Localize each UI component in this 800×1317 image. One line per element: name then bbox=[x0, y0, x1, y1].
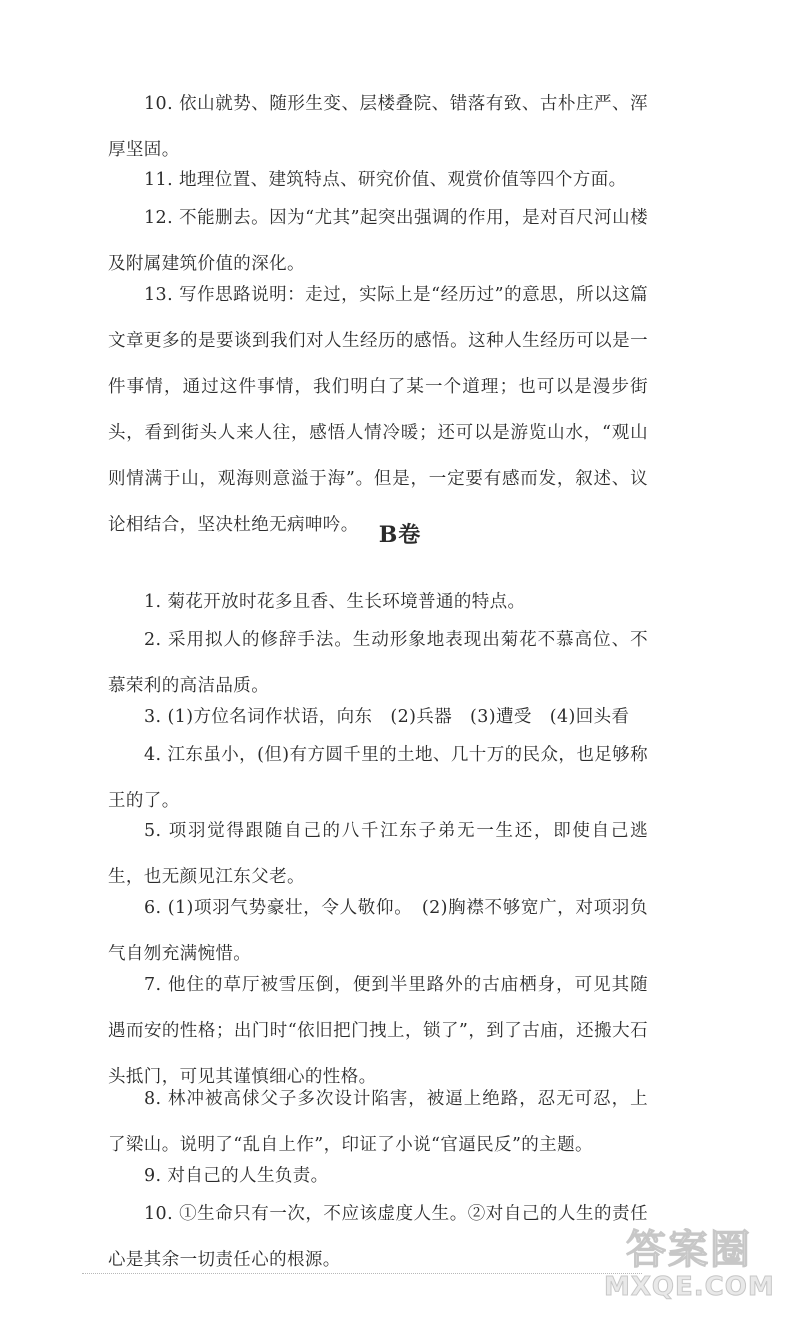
answer-a-13: 13. 写作思路说明：走过，实际上是“经历过”的意思，所以这篇文章更多的是要谈到我们对人生经历的感悟。这种人生经历可以是一件事情，通过这件事情，我们明白了某一个道理；也可以是漫步街头，看到街头人来人往，感悟人情冷暖；还可以是游览山水，“观山则情满于山，观海则意溢于海”。但是，一定要有感而发，叙述、议论相结合，坚决杜绝无病呻吟。 bbox=[108, 285, 648, 535]
answer-a-12: 12. 不能删去。因为“尤其”起突出强调的作用，是对百尺河山楼及附属建筑价值的深化。 bbox=[108, 208, 648, 274]
answer-b-8: 8. 林冲被高俅父子多次设计陷害，被逼上绝路，忍无可忍，上了梁山。说明了“乱自上作”，印证了小说“官逼民反”的主题。 bbox=[108, 1089, 648, 1155]
answer-a-11: 11. 地理位置、建筑特点、研究价值、观赏价值等四个方面。 bbox=[144, 170, 627, 190]
answer-b-6: 6. (1)项羽气势豪壮，令人敬仰。 (2)胸襟不够宽广，对项羽负气自刎充满惋惜。 bbox=[108, 898, 648, 964]
answer-b-7: 7. 他住的草厅被雪压倒，便到半里路外的古庙栖身，可见其随遇而安的性格；出门时“依旧把门拽上，锁了”，到了古庙，还搬大石头抵门，可见其谨慎细心的性格。 bbox=[108, 975, 648, 1087]
answer-b-10: 10. ①生命只有一次，不应该虚度人生。②对自己的人生的责任心是其余一切责任心的根源。 bbox=[108, 1204, 648, 1270]
watermark-logo bbox=[604, 1218, 774, 1310]
answer-a-10: 10. 依山就势、随形生变、层楼叠院、错落有致、古朴庄严、浑厚坚固。 bbox=[108, 94, 648, 160]
answer-b-9: 9. 对自己的人生负责。 bbox=[144, 1166, 329, 1186]
answer-b-4: 4. 江东虽小，(但)有方圆千里的土地、几十万的民众，也足够称王的了。 bbox=[108, 745, 648, 811]
answer-b-5: 5. 项羽觉得跟随自己的八千江东子弟无一生还，即使自己逃生，也无颜见江东父老。 bbox=[108, 821, 648, 887]
answer-b-3: 3. (1)方位名词作状语，向东 (2)兵器 (3)遭受 (4)回头看 bbox=[144, 707, 630, 727]
footer-divider bbox=[82, 1273, 642, 1274]
watermark-bottom-text: MXQE.COM bbox=[604, 1272, 775, 1302]
watermark-top-text: 答案圈 bbox=[626, 1227, 752, 1273]
answer-b-1: 1. 菊花开放时花多且香、生长环境普通的特点。 bbox=[144, 592, 526, 612]
section-b-title: B卷 bbox=[378, 522, 422, 548]
answer-b-2: 2. 采用拟人的修辞手法。生动形象地表现出菊花不慕高位、不慕荣利的高洁品质。 bbox=[108, 630, 648, 696]
